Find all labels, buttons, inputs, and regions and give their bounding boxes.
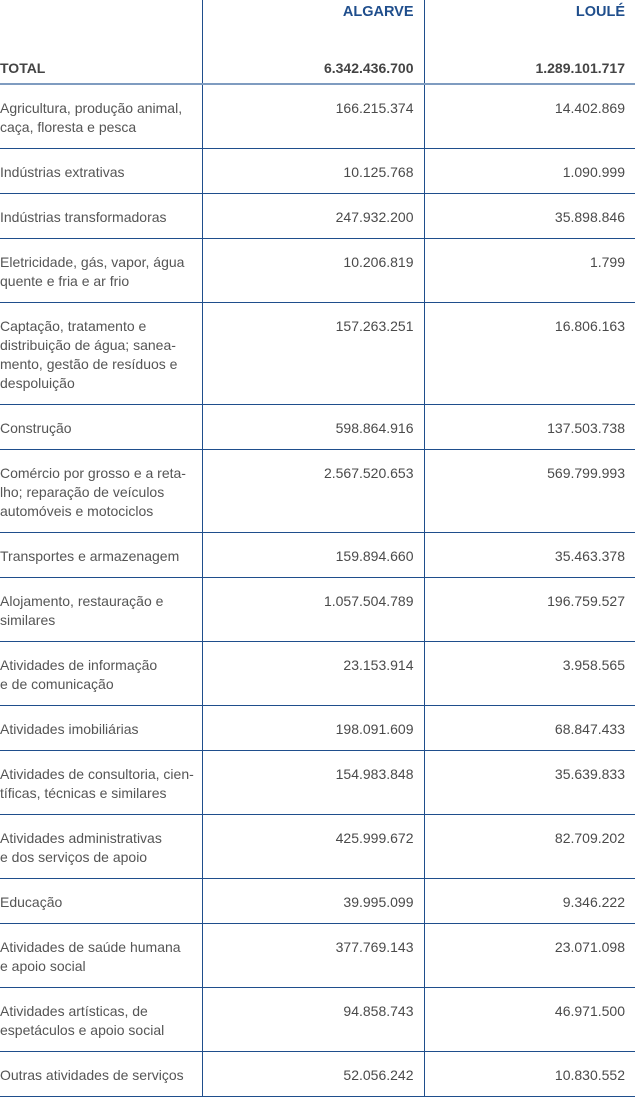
sector-label: Educação (0, 879, 202, 924)
header-algarve: ALGARVE (202, 0, 424, 41)
loule-value: 14.402.869 (424, 84, 635, 149)
sector-label: Eletricidade, gás, vapor, água quente e fria e ar frio (0, 239, 202, 303)
table-row (0, 239, 635, 303)
table-row (0, 84, 635, 149)
algarve-value: 39.995.099 (202, 879, 424, 924)
algarve-value: 198.091.609 (202, 706, 424, 751)
loule-value: 82.709.202 (424, 815, 635, 879)
table-row (0, 1052, 635, 1097)
algarve-value: 10.125.768 (202, 149, 424, 194)
loule-value: 23.071.098 (424, 924, 635, 988)
algarve-value: 52.056.242 (202, 1052, 424, 1097)
sector-label: Indústrias transformadoras (0, 194, 202, 239)
loule-value: 9.346.222 (424, 879, 635, 924)
sector-label: Atividades de saúde humana e apoio social (0, 924, 202, 988)
table-row (0, 533, 635, 578)
table-row (0, 578, 635, 642)
table-row (0, 194, 635, 239)
header-row (0, 0, 635, 41)
table-row (0, 706, 635, 751)
total-label: TOTAL (0, 41, 202, 84)
loule-value: 1.090.999 (424, 149, 635, 194)
header-label-cell (0, 0, 202, 41)
algarve-value: 154.983.848 (202, 751, 424, 815)
algarve-value: 247.932.200 (202, 194, 424, 239)
algarve-value: 2.567.520.653 (202, 450, 424, 533)
algarve-value: 598.864.916 (202, 405, 424, 450)
table-row (0, 879, 635, 924)
loule-value: 196.759.527 (424, 578, 635, 642)
sector-label: Construção (0, 405, 202, 450)
sector-label: Atividades administrativas e dos serviços de apoio (0, 815, 202, 879)
algarve-value: 1.057.504.789 (202, 578, 424, 642)
sector-label: Agricultura, produção animal, caça, floresta e pesca (0, 84, 202, 149)
header-loule: LOULÉ (424, 0, 635, 41)
sector-label: Atividades de consultoria, cien- tíficas, técnicas e similares (0, 751, 202, 815)
total-algarve: 6.342.436.700 (202, 41, 424, 84)
loule-value: 35.639.833 (424, 751, 635, 815)
sector-label: Indústrias extrativas (0, 149, 202, 194)
loule-value: 46.971.500 (424, 988, 635, 1052)
sector-label: Comércio por grosso e a reta- lho; reparação de veículos automóveis e motociclos (0, 450, 202, 533)
table-row (0, 815, 635, 879)
algarve-value: 425.999.672 (202, 815, 424, 879)
sector-label: Atividades imobiliárias (0, 706, 202, 751)
table-row (0, 303, 635, 405)
loule-value: 10.830.552 (424, 1052, 635, 1097)
total-loule: 1.289.101.717 (424, 41, 635, 84)
table-row (0, 924, 635, 988)
table-row (0, 751, 635, 815)
loule-value: 35.463.378 (424, 533, 635, 578)
loule-value: 3.958.565 (424, 642, 635, 706)
loule-value: 35.898.846 (424, 194, 635, 239)
algarve-value: 94.858.743 (202, 988, 424, 1052)
algarve-value: 377.769.143 (202, 924, 424, 988)
table-row (0, 642, 635, 706)
sector-label: Atividades de informação e de comunicação (0, 642, 202, 706)
table-row (0, 405, 635, 450)
table-row (0, 149, 635, 194)
algarve-value: 157.263.251 (202, 303, 424, 405)
sector-label: Alojamento, restauração e similares (0, 578, 202, 642)
algarve-value: 159.894.660 (202, 533, 424, 578)
loule-value: 569.799.993 (424, 450, 635, 533)
loule-value: 16.806.163 (424, 303, 635, 405)
sector-label: Transportes e armazenagem (0, 533, 202, 578)
sector-label: Captação, tratamento e distribuição de água; sanea- mento, gestão de resíduos e despoluição (0, 303, 202, 405)
sector-label: Outras atividades de serviços (0, 1052, 202, 1097)
loule-value: 68.847.433 (424, 706, 635, 751)
table-row (0, 988, 635, 1052)
algarve-value: 166.215.374 (202, 84, 424, 149)
total-row (0, 41, 635, 84)
algarve-value: 10.206.819 (202, 239, 424, 303)
loule-value: 1.799 (424, 239, 635, 303)
table-row (0, 450, 635, 533)
sector-label: Atividades artísticas, de espetáculos e apoio social (0, 988, 202, 1052)
algarve-value: 23.153.914 (202, 642, 424, 706)
loule-value: 137.503.738 (424, 405, 635, 450)
